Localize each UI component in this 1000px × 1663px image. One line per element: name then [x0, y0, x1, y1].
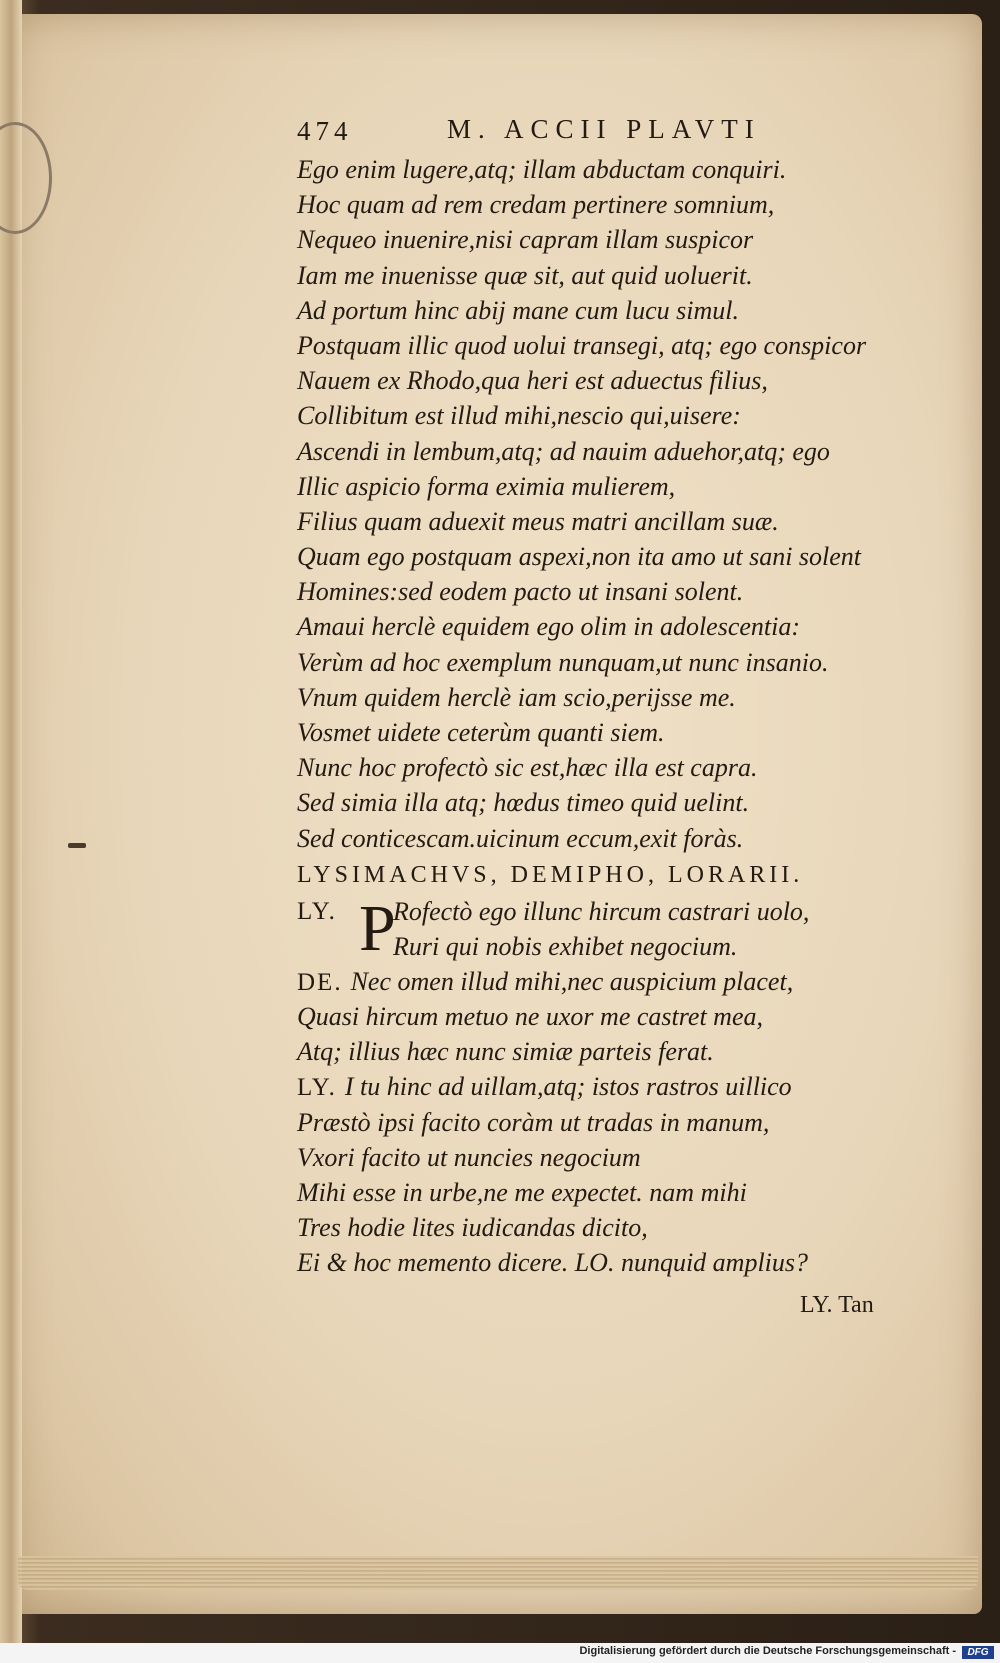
verse-text: Vxori facito ut nuncies negocium	[297, 1142, 641, 1172]
drop-cap: P	[359, 891, 396, 965]
speaker-line	[297, 999, 977, 1034]
verse-line: Vosmet uidete ceterùm quanti siem.	[297, 718, 665, 747]
footer-bar	[0, 1643, 1000, 1663]
scene-heading: LYSIMACHVS, DEMIPHO, LORARII.	[297, 861, 804, 888]
verse-line: Ruri qui nobis exhibet negocium.	[393, 931, 738, 961]
speaker-line	[297, 1245, 977, 1280]
scene-opening	[297, 891, 977, 965]
verse-line: Homines:sed eodem pacto ut insani solent.	[297, 577, 744, 607]
speaker-line	[297, 1034, 977, 1069]
speaker-label: DE.	[297, 968, 343, 996]
verse-line: Amaui herclè equidem ego olim in adolescentia:	[297, 612, 801, 642]
verse-line: Illic aspicio forma eximia mulierem,	[297, 471, 676, 501]
speaker-line	[297, 1105, 977, 1140]
speaker-line	[297, 1210, 977, 1245]
binding-edge	[0, 0, 22, 1663]
running-title: M. ACCII PLAVTI	[447, 114, 761, 144]
speaker-line	[297, 964, 977, 999]
verse-line: Verùm ad hoc exemplum nunquam,ut nunc insanio.	[297, 647, 829, 677]
speaker-line	[297, 1069, 977, 1104]
verse-text: Quasi hircum metuo ne uxor me castret mea,	[297, 1001, 763, 1031]
verse-line: Quam ego postquam aspexi,non ita amo ut sani solent	[297, 542, 862, 572]
page-number: 474	[297, 116, 353, 146]
verse-text: Ei & hoc memento dicere. LO. nunquid amplius?	[297, 1248, 809, 1278]
catchword: LY. Tan	[800, 1292, 874, 1318]
verse-line: Ascendi in lembum,atq; ad nauim aduehor,atq; ego	[297, 436, 830, 466]
verse-text: Præstò ipsi facito coràm ut tradas in manum,	[297, 1107, 770, 1137]
verse-line: Nauem ex Rhodo,qua heri est aduectus filius,	[297, 366, 768, 396]
footer-credit: Digitalisierung gefördert durch die Deutsche Forschungsgemeinschaft -	[579, 1645, 956, 1657]
verse-text: Mihi esse in urbe,ne me expectet. nam mihi	[297, 1177, 747, 1207]
verse-text: Nec omen illud mihi,nec auspicium placet,	[350, 966, 794, 996]
speaker-label: LY.	[297, 1074, 337, 1102]
running-head	[297, 108, 977, 152]
page-stack-edge	[18, 1556, 978, 1590]
dfg-logo: DFG	[962, 1646, 994, 1659]
verse-line: Hoc quam ad rem credam pertinere somnium,	[297, 190, 775, 220]
margin-mark	[68, 843, 86, 848]
speaker-line	[297, 1175, 977, 1210]
verse-text: I tu hinc ad uillam,atq; istos rastros uillico	[344, 1072, 792, 1102]
verse-line: Postquam illic quod uolui transegi, atq; ego conspicor	[297, 330, 867, 360]
verse-line: Nunc hoc profectò sic est,hæc illa est capra.	[297, 753, 758, 783]
text-block	[297, 108, 977, 1280]
verse-line: Vnum quidem herclè iam scio,perijsse me.	[297, 682, 736, 712]
verse-line: Nequeo inuenire,nisi capram illam suspicor	[297, 225, 754, 255]
verse-line: Sed conticescam.uicinum eccum,exit foràs.	[297, 823, 744, 853]
verses-before	[297, 152, 977, 856]
verse-line: Filius quam aduexit meus matri ancillam suæ.	[297, 506, 779, 536]
verse-line: Rofectò ego illunc hircum castrari uolo,	[393, 896, 810, 926]
verse-line: Collibitum est illud mihi,nescio qui,uisere:	[297, 401, 741, 431]
speaker-line	[297, 1140, 977, 1175]
verse-line: Ego enim lugere,atq; illam abductam conquiri.	[297, 155, 787, 184]
speaker-label: LY.	[297, 897, 337, 925]
verses-after	[297, 964, 977, 1281]
verse-text: Tres hodie lites iudicandas dicito,	[297, 1213, 648, 1243]
verse-text: Atq; illius hæc nunc simiæ parteis ferat.	[297, 1037, 714, 1067]
verse-line: Ad portum hinc abij mane cum lucu simul.	[297, 295, 739, 325]
verse-line: Sed simia illa atq; hœdus timeo quid uelint.	[297, 788, 750, 818]
verse-line: Iam me inuenisse quæ sit, aut quid uoluerit.	[297, 260, 753, 290]
